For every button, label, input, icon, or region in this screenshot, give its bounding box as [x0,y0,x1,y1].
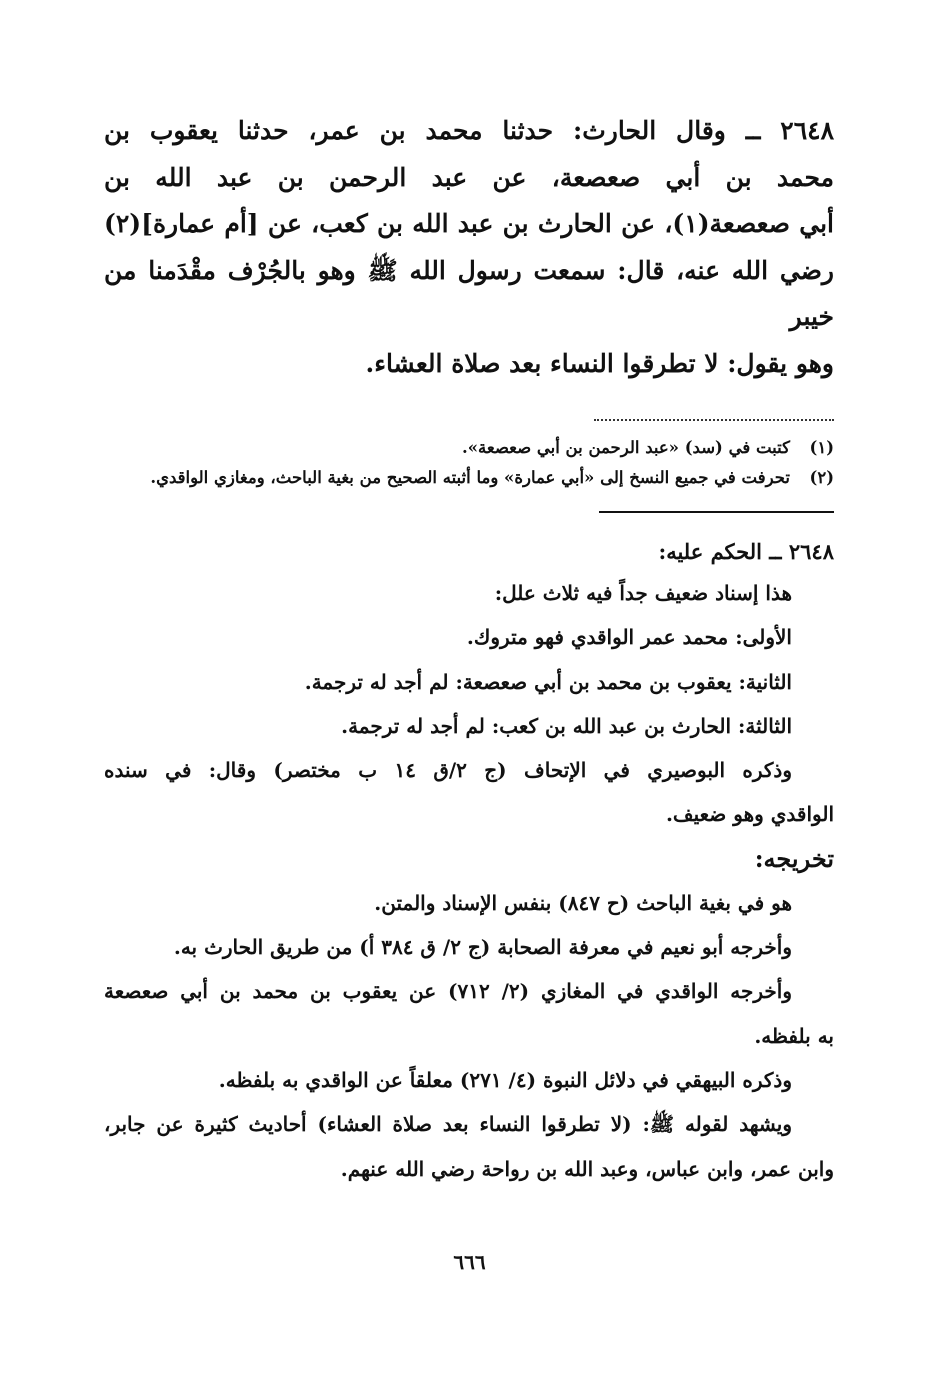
ruling-item-text: الحارث بن عبد الله بن كعب: لم أجد له ترجمة. [341,713,732,738]
ruling-intro: هذا إسناد ضعيف جداً فيه ثلاث علل: [494,581,792,605]
takhrij-line: وأخرجه أبو نعيم في معرفة الصحابة (ج ٢/ ق ٣٨٤ أ) من طريق الحارث به. [173,935,792,960]
footnote [104,463,834,493]
busiri-line: وذكره البوصيري في الإتحاف (ج ٢/ق ١٤ ب مختصر) وقال: في سنده [104,758,792,783]
page-number: ٦٦٦ [453,1250,486,1274]
footnote [104,433,834,463]
takhrij-line: وابن عمر، وابن عباس، وعبد الله بن رواحة رضي الله عنهم. [340,1156,834,1181]
hadith-text [104,108,834,387]
busiri-line: الواقدي وهو ضعيف. [665,802,834,827]
footnote-number: (١) [809,438,834,457]
takhrij-line: وأخرجه الواقدي في المغازي (٢/ ٧١٢) عن يعقوب بن محمد بن أبي صعصعة [104,979,793,1004]
page-content [104,108,834,1191]
footnote-text: كتبت في (سد) «عبد الرحمن بن أبي صعصعة». [461,438,790,457]
takhrij-line: ويشهد لقوله ﷺ: (لا تطرقوا النساء بعد صلاة العشاء) أحاديث كثيرة عن جابر، [104,1112,792,1137]
takhrij-title: تخريجه: [754,843,834,873]
ruling-item-label: الثالثة: [737,713,792,738]
ruling-item [104,615,834,659]
footnotes [104,433,834,493]
footnote-text: تحرفت في جميع النسخ إلى «أبي عمارة» وما أثبته الصحيح من بغية الباحث، ومغازي الواقدي. [150,468,790,487]
hadith-line: ٢٦٤٨ ــ وقال الحارث: حدثنا محمد بن عمر، حدثنا يعقوب بن [104,116,834,145]
ruling-item-label: الثانية: [738,669,792,694]
footnote-number: (٢) [809,468,834,487]
ruling-item-text: يعقوب بن محمد بن أبي صعصعة: لم أجد له ترجمة. [304,669,732,694]
ruling-item-label: الأولى: [735,625,792,650]
footnote-separator [594,409,834,421]
takhrij-line: هو في بغية الباحث (ح ٨٤٧) بنفس الإسناد والمتن. [374,890,792,915]
hadith-line: وهو يقول: لا تطرقوا النساء بعد صلاة العشاء. [365,348,834,378]
takhrij-line: وذكره البيهقي في دلائل النبوة (٤/ ٢٧١) معلقاً عن الواقدي به بلفظه. [218,1067,792,1092]
ruling-item [104,660,834,704]
ruling-item-text: محمد عمر الواقدي فهو متروك. [466,625,729,650]
section-divider [599,511,834,513]
takhrij-line: به بلفظه. [754,1023,834,1048]
hadith-line: رضي الله عنه، قال: سمعت رسول الله ﷺ وهو بالجُرْف مقْدَمنا من خيبر [104,255,834,331]
ruling-title: ٢٦٤٨ ــ الحكم عليه: [658,539,834,564]
hadith-line: محمد بن أبي صعصعة، عن عبد الرحمن بن عبد الله بن [104,162,834,192]
ruling-item [104,704,834,748]
hadith-line: أبي صعصعة(١)، عن الحارث بن عبد الله بن كعب، عن [أم عمارة](٢) [104,209,834,238]
